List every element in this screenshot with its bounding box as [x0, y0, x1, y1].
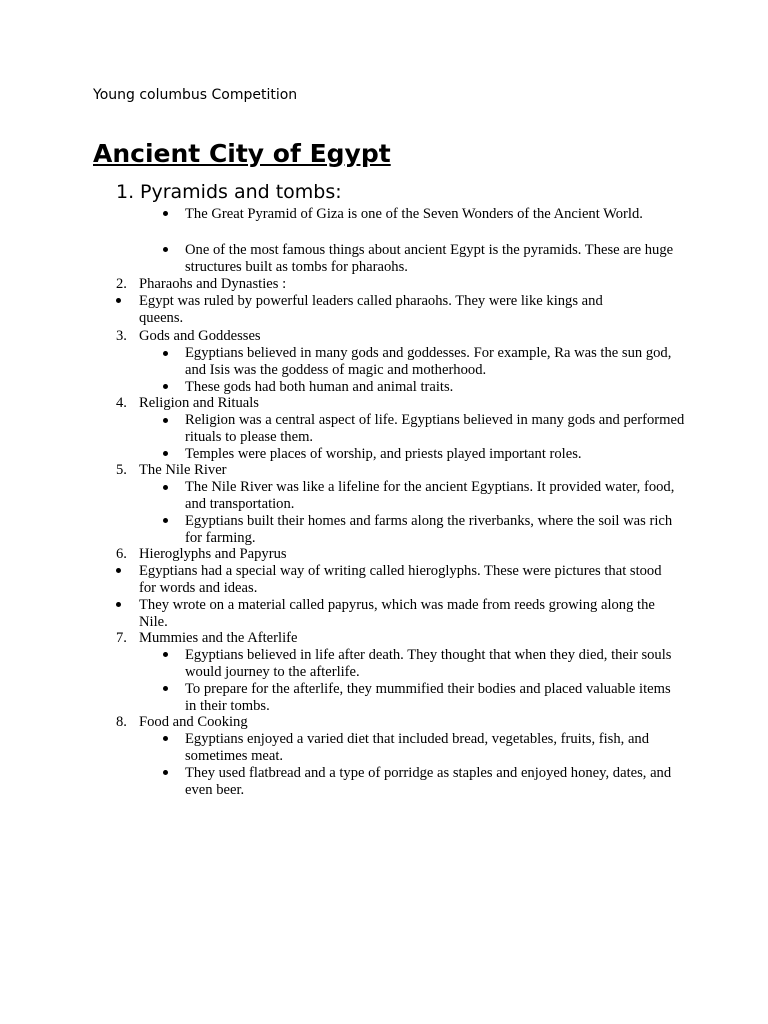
list-item: The Nile River was like a lifeline for the ancient Egyptians. It provided water, food, and transportation.	[185, 479, 675, 512]
section-heading-7	[116, 630, 297, 647]
section-heading-text: Gods and Goddesses	[139, 328, 261, 344]
section-heading-text: Pharaohs and Dynasties :	[139, 276, 287, 292]
bullet-dot-icon	[163, 451, 168, 456]
bullet-dot-icon	[163, 770, 168, 775]
section-heading-6	[116, 546, 287, 563]
section-number: 5.	[116, 462, 127, 478]
bullet-dot-icon	[163, 736, 168, 741]
document-title: Ancient City of Egypt	[93, 139, 391, 168]
bullet-dot-icon	[163, 652, 168, 657]
bullet-dot-icon	[163, 686, 168, 691]
section-heading-8	[116, 714, 248, 731]
section-number: 2.	[116, 276, 127, 292]
list-item: Egyptians believed in many gods and goddesses. For example, Ra was the sun god, and Isis was the goddess of magic and motherhood.	[185, 345, 672, 378]
section-heading-2	[116, 276, 286, 293]
bullet-dot-icon	[163, 351, 168, 356]
section-heading-text: The Nile River	[139, 462, 227, 478]
section-number: 4.	[116, 395, 127, 411]
bullet-dot-icon	[116, 298, 121, 303]
bullet-dot-icon	[163, 518, 168, 523]
section-heading-3	[116, 328, 261, 345]
section-number: 6.	[116, 546, 127, 562]
section-number: 8.	[116, 714, 127, 730]
section-heading-text: Pyramids and tombs:	[140, 181, 342, 203]
bullet-dot-icon	[163, 211, 168, 216]
bullet-dot-icon	[116, 602, 121, 607]
bullet-dot-icon	[163, 418, 168, 423]
list-item: These gods had both human and animal traits.	[185, 379, 454, 395]
bullet-dot-icon	[163, 384, 168, 389]
list-item: Egyptians built their homes and farms along the riverbanks, where the soil was rich for farming.	[185, 513, 673, 546]
list-item: The Great Pyramid of Giza is one of the Seven Wonders of the Ancient World.	[185, 206, 643, 222]
section-heading-text: Food and Cooking	[139, 714, 248, 730]
list-item: Egyptians had a special way of writing called hieroglyphs. These were pictures that stood for words and ideas.	[139, 563, 662, 596]
section-number: 3.	[116, 328, 127, 344]
section-heading-text: Hieroglyphs and Papyrus	[139, 546, 287, 562]
list-item: Egypt was ruled by powerful leaders called pharaohs. They were like kings and queens.	[139, 293, 603, 326]
list-item: Temples were places of worship, and priests played important roles.	[185, 446, 582, 462]
section-heading-text: Mummies and the Afterlife	[139, 630, 298, 646]
section-heading-4	[116, 395, 259, 412]
section-number: 7.	[116, 630, 127, 646]
list-item: One of the most famous things about ancient Egypt is the pyramids. These are huge structures built as tombs for pharaohs.	[185, 242, 674, 275]
section-heading-text: Religion and Rituals	[139, 395, 259, 411]
bullet-dot-icon	[116, 568, 121, 573]
list-item: Egyptians enjoyed a varied diet that included bread, vegetables, fruits, fish, and sometimes meat.	[185, 731, 650, 764]
section-heading-1	[116, 180, 342, 204]
list-item: To prepare for the afterlife, they mummified their bodies and placed valuable items in their tombs.	[185, 681, 671, 714]
bullet-dot-icon	[163, 485, 168, 490]
section-number: 1.	[116, 181, 135, 203]
bullet-dot-icon	[163, 247, 168, 252]
section-heading-5	[116, 462, 227, 479]
list-item: Egyptians believed in life after death. They thought that when they died, their souls would journey to the afterlife.	[185, 647, 672, 680]
list-item: They used flatbread and a type of porridge as staples and enjoyed honey, dates, and even beer.	[185, 765, 672, 798]
page-header: Young columbus Competition	[93, 87, 298, 103]
list-item: They wrote on a material called papyrus, which was made from reeds growing along the Nile.	[139, 597, 655, 630]
list-item: Religion was a central aspect of life. Egyptians believed in many gods and performed rituals to please them.	[185, 412, 685, 445]
